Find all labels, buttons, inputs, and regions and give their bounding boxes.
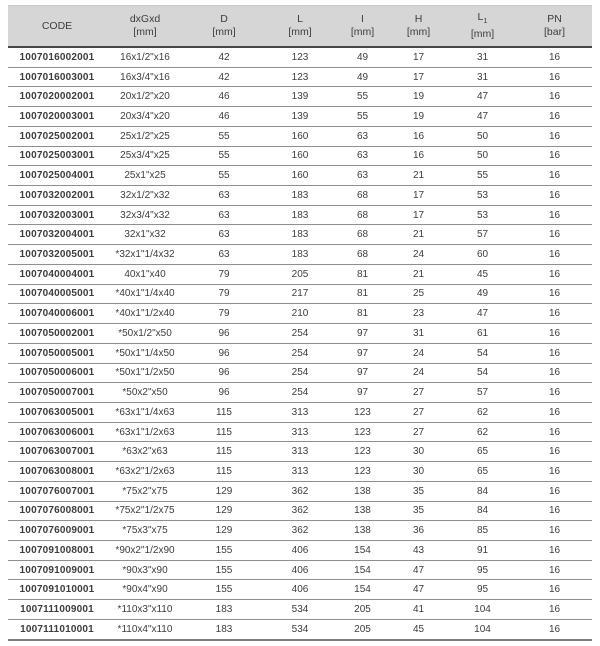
table-row <box>8 47 592 67</box>
cell-dxGxd: *75x2"1/2x75 <box>106 501 184 521</box>
cell-L1: 104 <box>448 600 517 620</box>
cell-PN: 16 <box>517 205 592 225</box>
cell-PN: 16 <box>517 186 592 206</box>
cell-L: 139 <box>264 87 336 107</box>
cell-L1: 65 <box>448 462 517 482</box>
cell-I: 97 <box>336 324 389 344</box>
cell-code: 1007063007001 <box>8 442 106 462</box>
table-row <box>8 442 592 462</box>
cell-L: 362 <box>264 521 336 541</box>
cell-L1: 57 <box>448 225 517 245</box>
cell-D: 55 <box>184 126 264 146</box>
cell-L1: 47 <box>448 107 517 127</box>
cell-L1: 47 <box>448 304 517 324</box>
cell-H: 41 <box>389 600 448 620</box>
table-row <box>8 324 592 344</box>
cell-D: 63 <box>184 245 264 265</box>
cell-dxGxd: 40x1"x40 <box>106 264 184 284</box>
cell-PN: 16 <box>517 600 592 620</box>
cell-L1: 53 <box>448 186 517 206</box>
cell-PN: 16 <box>517 501 592 521</box>
cell-H: 27 <box>389 383 448 403</box>
column-header-L1 <box>448 6 517 48</box>
table-row <box>8 540 592 560</box>
cell-I: 205 <box>336 619 389 639</box>
cell-PN: 16 <box>517 67 592 87</box>
cell-L: 183 <box>264 186 336 206</box>
cell-I: 49 <box>336 47 389 67</box>
cell-D: 63 <box>184 225 264 245</box>
cell-PN: 16 <box>517 264 592 284</box>
column-unit: [mm] <box>288 26 312 38</box>
cell-H: 36 <box>389 521 448 541</box>
cell-L1: 57 <box>448 383 517 403</box>
cell-H: 21 <box>389 166 448 186</box>
table-row <box>8 205 592 225</box>
table-row <box>8 501 592 521</box>
cell-I: 55 <box>336 87 389 107</box>
cell-L: 254 <box>264 383 336 403</box>
table-row <box>8 580 592 600</box>
cell-PN: 16 <box>517 225 592 245</box>
cell-PN: 16 <box>517 47 592 67</box>
cell-D: 183 <box>184 619 264 639</box>
cell-code: 1007076009001 <box>8 521 106 541</box>
cell-D: 155 <box>184 580 264 600</box>
cell-I: 123 <box>336 462 389 482</box>
cell-H: 17 <box>389 67 448 87</box>
cell-D: 115 <box>184 442 264 462</box>
cell-L: 160 <box>264 166 336 186</box>
column-label: PN <box>547 13 562 25</box>
cell-H: 47 <box>389 580 448 600</box>
cell-H: 16 <box>389 126 448 146</box>
cell-L1: 95 <box>448 560 517 580</box>
cell-dxGxd: *50x1"1/4x50 <box>106 343 184 363</box>
cell-dxGxd: *90x4"x90 <box>106 580 184 600</box>
cell-L: 254 <box>264 343 336 363</box>
cell-I: 81 <box>336 304 389 324</box>
cell-dxGxd: 25x1"x25 <box>106 166 184 186</box>
table-row <box>8 422 592 442</box>
cell-code: 1007076007001 <box>8 481 106 501</box>
cell-H: 43 <box>389 540 448 560</box>
table-row <box>8 363 592 383</box>
column-label: I <box>361 13 364 25</box>
cell-H: 30 <box>389 462 448 482</box>
cell-code: 1007063005001 <box>8 402 106 422</box>
cell-H: 24 <box>389 245 448 265</box>
cell-D: 96 <box>184 324 264 344</box>
cell-PN: 16 <box>517 284 592 304</box>
table-row <box>8 126 592 146</box>
cell-L: 313 <box>264 402 336 422</box>
table-row <box>8 146 592 166</box>
cell-PN: 16 <box>517 521 592 541</box>
cell-H: 17 <box>389 186 448 206</box>
cell-L1: 54 <box>448 343 517 363</box>
cell-L1: 84 <box>448 501 517 521</box>
cell-I: 68 <box>336 225 389 245</box>
cell-L: 254 <box>264 324 336 344</box>
cell-L1: 104 <box>448 619 517 639</box>
cell-code: 1007032004001 <box>8 225 106 245</box>
cell-dxGxd: *110x4"x110 <box>106 619 184 639</box>
cell-H: 24 <box>389 343 448 363</box>
table-row <box>8 225 592 245</box>
table-row <box>8 343 592 363</box>
cell-L: 205 <box>264 264 336 284</box>
cell-I: 97 <box>336 363 389 383</box>
cell-dxGxd: *63x1"1/2x63 <box>106 422 184 442</box>
cell-I: 138 <box>336 501 389 521</box>
table-row <box>8 383 592 403</box>
cell-code: 1007016002001 <box>8 47 106 67</box>
cell-D: 129 <box>184 521 264 541</box>
cell-dxGxd: *32x1"1/4x32 <box>106 245 184 265</box>
column-unit: [mm] <box>406 26 431 38</box>
table-row <box>8 284 592 304</box>
cell-H: 24 <box>389 363 448 383</box>
cell-PN: 16 <box>517 540 592 560</box>
cell-PN: 16 <box>517 383 592 403</box>
cell-D: 155 <box>184 560 264 580</box>
cell-L: 123 <box>264 47 336 67</box>
table-row <box>8 462 592 482</box>
cell-dxGxd: *50x1/2"x50 <box>106 324 184 344</box>
cell-L1: 65 <box>448 442 517 462</box>
cell-dxGxd: 20x3/4"x20 <box>106 107 184 127</box>
cell-D: 46 <box>184 87 264 107</box>
cell-dxGxd: *75x2"x75 <box>106 481 184 501</box>
cell-code: 1007111009001 <box>8 600 106 620</box>
column-header-D <box>184 6 264 48</box>
cell-I: 154 <box>336 540 389 560</box>
column-label-subscript: 1 <box>483 16 488 26</box>
cell-PN: 16 <box>517 560 592 580</box>
cell-D: 79 <box>184 264 264 284</box>
cell-I: 63 <box>336 166 389 186</box>
cell-L1: 53 <box>448 205 517 225</box>
cell-I: 123 <box>336 402 389 422</box>
cell-PN: 16 <box>517 324 592 344</box>
cell-H: 19 <box>389 107 448 127</box>
cell-I: 97 <box>336 343 389 363</box>
cell-L: 217 <box>264 284 336 304</box>
cell-code: 1007040004001 <box>8 264 106 284</box>
cell-code: 1007050006001 <box>8 363 106 383</box>
cell-L: 534 <box>264 619 336 639</box>
cell-L1: 95 <box>448 580 517 600</box>
cell-dxGxd: *110x3"x110 <box>106 600 184 620</box>
cell-H: 35 <box>389 481 448 501</box>
cell-I: 123 <box>336 422 389 442</box>
cell-code: 1007063008001 <box>8 462 106 482</box>
table-row <box>8 186 592 206</box>
cell-I: 154 <box>336 560 389 580</box>
column-unit: [bar] <box>543 26 565 38</box>
column-header-L <box>264 6 336 48</box>
cell-I: 49 <box>336 67 389 87</box>
table-row <box>8 245 592 265</box>
cell-PN: 16 <box>517 166 592 186</box>
cell-L: 362 <box>264 501 336 521</box>
cell-PN: 16 <box>517 580 592 600</box>
cell-H: 23 <box>389 304 448 324</box>
cell-I: 68 <box>336 186 389 206</box>
cell-L: 313 <box>264 442 336 462</box>
cell-dxGxd: *63x2"1/2x63 <box>106 462 184 482</box>
cell-L: 160 <box>264 126 336 146</box>
cell-H: 17 <box>389 47 448 67</box>
column-label: L <box>297 13 303 25</box>
cell-H: 19 <box>389 87 448 107</box>
cell-code: 1007091010001 <box>8 580 106 600</box>
cell-code: 1007025002001 <box>8 126 106 146</box>
cell-code: 1007032003001 <box>8 205 106 225</box>
cell-L1: 85 <box>448 521 517 541</box>
column-label: H <box>414 13 423 25</box>
cell-D: 115 <box>184 422 264 442</box>
cell-I: 123 <box>336 442 389 462</box>
cell-H: 45 <box>389 619 448 639</box>
cell-dxGxd: 25x1/2"x25 <box>106 126 184 146</box>
cell-dxGxd: 16x3/4"x16 <box>106 67 184 87</box>
cell-L: 406 <box>264 580 336 600</box>
cell-dxGxd: 16x1/2"x16 <box>106 47 184 67</box>
cell-PN: 16 <box>517 245 592 265</box>
cell-H: 21 <box>389 225 448 245</box>
column-unit: [mm] <box>470 27 495 40</box>
cell-L1: 61 <box>448 324 517 344</box>
cell-PN: 16 <box>517 619 592 639</box>
cell-code: 1007025003001 <box>8 146 106 166</box>
cell-dxGxd: *40x1"1/2x40 <box>106 304 184 324</box>
column-label: L <box>477 11 484 24</box>
cell-code: 1007020003001 <box>8 107 106 127</box>
cell-PN: 16 <box>517 481 592 501</box>
cell-D: 55 <box>184 146 264 166</box>
table-row <box>8 521 592 541</box>
column-header-dxGxd <box>106 6 184 48</box>
cell-code: 1007040006001 <box>8 304 106 324</box>
cell-D: 129 <box>184 501 264 521</box>
cell-D: 96 <box>184 383 264 403</box>
cell-L: 183 <box>264 245 336 265</box>
cell-PN: 16 <box>517 363 592 383</box>
cell-PN: 16 <box>517 107 592 127</box>
cell-D: 155 <box>184 540 264 560</box>
cell-H: 35 <box>389 501 448 521</box>
cell-L1: 54 <box>448 363 517 383</box>
cell-D: 63 <box>184 186 264 206</box>
cell-code: 1007111010001 <box>8 619 106 639</box>
column-label: CODE <box>41 19 73 32</box>
cell-D: 129 <box>184 481 264 501</box>
cell-PN: 16 <box>517 304 592 324</box>
cell-D: 115 <box>184 462 264 482</box>
cell-code: 1007050005001 <box>8 343 106 363</box>
cell-I: 68 <box>336 205 389 225</box>
cell-I: 81 <box>336 264 389 284</box>
cell-dxGxd: *75x3"x75 <box>106 521 184 541</box>
cell-L: 183 <box>264 205 336 225</box>
table-row <box>8 87 592 107</box>
table-row <box>8 481 592 501</box>
cell-PN: 16 <box>517 402 592 422</box>
cell-L1: 60 <box>448 245 517 265</box>
cell-dxGxd: *90x2"1/2x90 <box>106 540 184 560</box>
cell-dxGxd: *40x1"1/4x40 <box>106 284 184 304</box>
cell-L1: 47 <box>448 87 517 107</box>
cell-H: 30 <box>389 442 448 462</box>
cell-dxGxd: *50x2"x50 <box>106 383 184 403</box>
column-header-I <box>336 6 389 48</box>
cell-I: 154 <box>336 580 389 600</box>
cell-PN: 16 <box>517 146 592 166</box>
cell-H: 27 <box>389 422 448 442</box>
cell-PN: 16 <box>517 462 592 482</box>
cell-H: 17 <box>389 205 448 225</box>
table-row <box>8 107 592 127</box>
cell-H: 27 <box>389 402 448 422</box>
table-row <box>8 560 592 580</box>
cell-D: 115 <box>184 402 264 422</box>
cell-L: 406 <box>264 540 336 560</box>
cell-code: 1007091008001 <box>8 540 106 560</box>
cell-L1: 62 <box>448 422 517 442</box>
cell-code: 1007016003001 <box>8 67 106 87</box>
cell-D: 42 <box>184 67 264 87</box>
cell-D: 96 <box>184 343 264 363</box>
cell-D: 79 <box>184 304 264 324</box>
cell-I: 138 <box>336 481 389 501</box>
cell-code: 1007050002001 <box>8 324 106 344</box>
cell-H: 16 <box>389 146 448 166</box>
cell-L: 210 <box>264 304 336 324</box>
cell-H: 31 <box>389 324 448 344</box>
cell-code: 1007076008001 <box>8 501 106 521</box>
cell-PN: 16 <box>517 87 592 107</box>
cell-dxGxd: 32x3/4"x32 <box>106 205 184 225</box>
table-row <box>8 619 592 639</box>
cell-dxGxd: *50x1"1/2x50 <box>106 363 184 383</box>
column-header-PN <box>517 6 592 48</box>
table-row <box>8 264 592 284</box>
cell-L1: 62 <box>448 402 517 422</box>
cell-L: 183 <box>264 225 336 245</box>
spec-table <box>8 5 592 641</box>
cell-PN: 16 <box>517 442 592 462</box>
column-unit: [mm] <box>133 26 157 38</box>
column-unit: [mm] <box>212 26 236 38</box>
column-header-H <box>389 6 448 48</box>
cell-L: 362 <box>264 481 336 501</box>
cell-code: 1007032005001 <box>8 245 106 265</box>
cell-L1: 50 <box>448 126 517 146</box>
table-row <box>8 166 592 186</box>
cell-D: 96 <box>184 363 264 383</box>
cell-L1: 49 <box>448 284 517 304</box>
cell-code: 1007091009001 <box>8 560 106 580</box>
cell-code: 1007050007001 <box>8 383 106 403</box>
cell-H: 47 <box>389 560 448 580</box>
cell-L1: 31 <box>448 47 517 67</box>
column-label: D <box>220 13 228 25</box>
cell-dxGxd: 32x1"x32 <box>106 225 184 245</box>
cell-L: 123 <box>264 67 336 87</box>
cell-I: 55 <box>336 107 389 127</box>
cell-L: 313 <box>264 422 336 442</box>
cell-H: 25 <box>389 284 448 304</box>
cell-dxGxd: *90x3"x90 <box>106 560 184 580</box>
cell-code: 1007025004001 <box>8 166 106 186</box>
cell-code: 1007032002001 <box>8 186 106 206</box>
table-row <box>8 67 592 87</box>
cell-dxGxd: 25x3/4"x25 <box>106 146 184 166</box>
cell-L1: 91 <box>448 540 517 560</box>
cell-PN: 16 <box>517 422 592 442</box>
cell-L1: 84 <box>448 481 517 501</box>
cell-I: 81 <box>336 284 389 304</box>
cell-L: 139 <box>264 107 336 127</box>
cell-L1: 55 <box>448 166 517 186</box>
cell-D: 55 <box>184 166 264 186</box>
cell-D: 46 <box>184 107 264 127</box>
cell-I: 138 <box>336 521 389 541</box>
cell-PN: 16 <box>517 126 592 146</box>
cell-H: 21 <box>389 264 448 284</box>
table-row <box>8 304 592 324</box>
cell-PN: 16 <box>517 343 592 363</box>
table-row <box>8 600 592 620</box>
cell-I: 68 <box>336 245 389 265</box>
cell-L: 313 <box>264 462 336 482</box>
column-header-code <box>8 6 106 48</box>
cell-L: 160 <box>264 146 336 166</box>
cell-D: 79 <box>184 284 264 304</box>
cell-L: 254 <box>264 363 336 383</box>
column-unit: [mm] <box>350 26 375 38</box>
cell-dxGxd: *63x1"1/4x63 <box>106 402 184 422</box>
cell-L1: 45 <box>448 264 517 284</box>
column-label: dxGxd <box>129 13 161 25</box>
cell-code: 1007040005001 <box>8 284 106 304</box>
table-header-row <box>8 6 592 48</box>
table-header <box>8 6 592 48</box>
cell-D: 42 <box>184 47 264 67</box>
cell-I: 97 <box>336 383 389 403</box>
cell-L1: 31 <box>448 67 517 87</box>
cell-L: 534 <box>264 600 336 620</box>
cell-dxGxd: *63x2"x63 <box>106 442 184 462</box>
cell-dxGxd: 32x1/2"x32 <box>106 186 184 206</box>
spec-table-container <box>8 5 592 641</box>
cell-L1: 50 <box>448 146 517 166</box>
cell-I: 205 <box>336 600 389 620</box>
table-row <box>8 402 592 422</box>
cell-I: 63 <box>336 146 389 166</box>
cell-code: 1007020002001 <box>8 87 106 107</box>
table-body <box>8 47 592 640</box>
cell-L: 406 <box>264 560 336 580</box>
cell-D: 63 <box>184 205 264 225</box>
cell-I: 63 <box>336 126 389 146</box>
cell-D: 183 <box>184 600 264 620</box>
cell-code: 1007063006001 <box>8 422 106 442</box>
cell-dxGxd: 20x1/2"x20 <box>106 87 184 107</box>
